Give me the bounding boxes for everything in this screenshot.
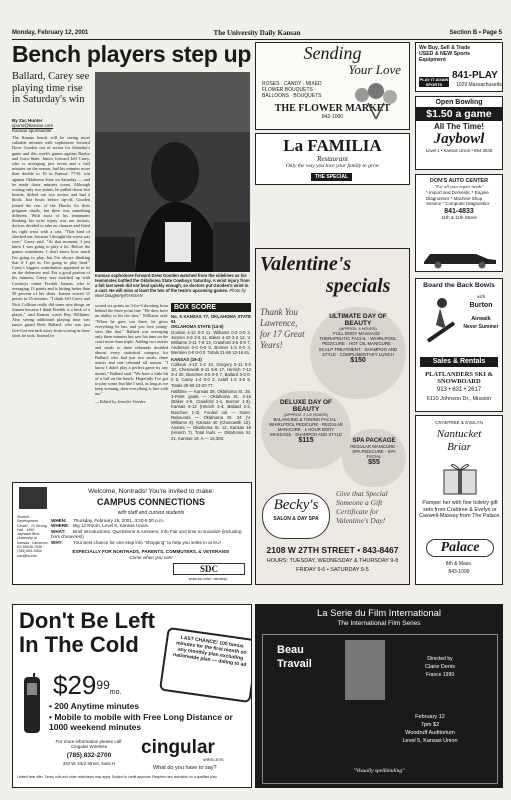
spa-deluxe-price: $115: [298, 437, 314, 444]
film-director: Claire Denis: [425, 664, 455, 670]
cingular-ad: [12, 604, 252, 788]
familia-tagline: Only the way you love your family to grow: [285, 163, 380, 169]
campus-details: [51, 518, 251, 545]
film-name1: Beau: [277, 644, 304, 656]
spa-ultimate-sub: (APPROX. 4 HOURS): [339, 327, 377, 331]
familia-name: La FAMILIA: [283, 136, 382, 155]
box-score: [171, 303, 251, 475]
ski-airwalk: Airwalk: [471, 316, 491, 322]
flower-ad-phone: 842-1000: [321, 113, 344, 120]
cingular-phone: (785) 832-2700: [66, 752, 112, 759]
spa-ultimate-title: ULTIMATE DAY OF BEAUTY: [329, 313, 387, 327]
ski-burton: Burton: [469, 302, 493, 309]
auto-name: DON'S AUTO CENTER: [429, 178, 489, 184]
nantucket-store: Palace: [426, 539, 494, 557]
photo-credit: Photo by Noel Dougherty/KANSAN: [95, 288, 246, 298]
sports-ad-store: PLAY IT AGAIN SPORTS: [419, 77, 449, 87]
cingular-cents: 99: [96, 678, 110, 692]
edited-by: — Edited by Jennifer Voiedes: [95, 398, 146, 404]
campus-logo: SDC: [173, 563, 245, 575]
cingular-brand-sub: WIRELESS: [203, 757, 224, 762]
photo-caption: [95, 273, 250, 301]
sports-ad-line1: We Buy, Sell & Trade USED & NEW Sports Equipment: [419, 45, 471, 63]
spa-thanks: Thank You Lawrence, for 17 Great Years!: [260, 307, 305, 350]
campus-with: with staff and current students: [117, 510, 185, 516]
cingular-more: For more information please call: Cingular Wireless: [55, 739, 123, 750]
auto-address: 11th & 11th Street: [441, 214, 477, 220]
bowling-address: Level 1 • Kansas Union • 864-3545: [425, 148, 493, 153]
cingular-headline2: In The Cold: [19, 632, 139, 657]
campus-why: Your best chance for one-stop info "shopping" to help you settle in at KU!: [73, 539, 221, 545]
auto-sub: "For all your repair needs": [434, 184, 484, 189]
box-score-team1-stats: Gordon 4-12 0-0 11, Williams 0-2 0-0 2, Jonzen 4-9 3-5 11, Baker 4-10 2-2 12, V. Williams 3-11 7-8 13, Crawford 3-6 0-0 7, Anderson 0-0 0-0 0, Bonner 1-3 0-0 3, Wernlen 0-0 0-0 0. Totals 21-55 12-16 61.: [171, 329, 251, 356]
nantucket-address: 8th & Mass.: [445, 561, 473, 567]
headline: Bench players step up: [12, 41, 252, 67]
cingular-bullet2: • Mobile to mobile with Free Long Distance or 1000 weekend minutes: [49, 712, 233, 732]
spa-package: [342, 429, 406, 487]
ski-with: with: [476, 295, 486, 300]
spa-package-price: $55: [368, 459, 380, 466]
sports-ad-phone: 841-PLAY: [452, 70, 498, 81]
player-photo-illustration: [95, 72, 250, 272]
cingular-per: mo.: [109, 689, 122, 696]
ski-address: 6110 Johnson Dr., Mission: [426, 396, 492, 402]
cingular-headline1: Don't Be Left: [19, 608, 155, 633]
film-quote: "Visually spellbinding": [353, 768, 405, 774]
car-icon: [416, 247, 502, 269]
spa-salon-logo: [262, 493, 330, 539]
spa-salon: Becky's: [273, 497, 319, 513]
cingular-slogan: What do you have to say?: [153, 765, 217, 771]
campus-web: www.ku.edu/~develop: [188, 576, 228, 581]
ski-ad: [415, 278, 503, 412]
auto-phone: 841-4833: [444, 207, 474, 215]
byline-email: sports@kansan.com: [12, 123, 54, 129]
header-section: Section B • Page 5: [449, 30, 502, 36]
film-time: 7pm $2: [420, 722, 440, 728]
cingular-fine: Limited time offer. Taxes, tolls and other restrictions may apply. Subject to credit approval. Requires new activation on a qualified plan.: [17, 775, 218, 779]
nantucket-text: Pamper her with fine toiletry gift sets from Crabtree & Evelyn or Caswell-Massey from The Palace.: [419, 500, 501, 519]
spa-package-items: REGULAR MANICURE · SPA PEDICURE · SPA FACIAL: [350, 444, 398, 459]
spa-gift: Give that Special Someone a Gift Certificate for Valentine's Day!: [336, 489, 388, 525]
campus-what: Brief introductions, Quickstone & Answers, Info Fair and time to socialize (including hors d'oeuvres!): [51, 528, 242, 540]
auto-list: * Import and Domestic * Engine Diagnostics * Machine Shop Service * Computer Diagnostics: [426, 190, 490, 206]
la-familia-ad: [255, 133, 410, 185]
header-paper: The University Daily Kansan: [213, 29, 301, 37]
byline-name: By Zac Hunter: [12, 118, 43, 123]
article-body-col2-text: scored six points on 3-for-3 shooting from behind the three-point line. "He does have an ability to hit the shot," Williams said. "When he goes out there, he gives everything he has, and you love young-sters like that." Ballard was averaging only three minutes but saw his time on the court more than triple. Adding two assists and steals to three rebounds doubled almost every statistical category for Ballard, who had just two steals, three assists and one rebound all season. "I know I didn't play a perfect game by any means," Ballard said. "We have a little bit of a lull on the bench. Hopefully I've got to play some, but like I said, as long as we keep winning, then everything is fine with me.": [95, 303, 168, 397]
spa-ultimate-price: $150: [350, 357, 366, 365]
campus-come: Come when you can!: [129, 555, 173, 560]
bowling-ad: [415, 96, 503, 170]
spa-ultimate-items: FULL BODY MASSAGE · THERAPEUTIC FACIAL · WHIRLPOOL PEDICURE · HOT OIL MANICURE · SCALP TREATMENT · SHAMPOO AND STYLE · COMPLIMENTARY LUNCH: [318, 331, 398, 357]
deck: Ballard, Carey see playing time rise in Saturday's win: [12, 71, 90, 105]
ski-phone: 913 • 831 • 2617: [436, 387, 482, 393]
spa-title2: specials: [326, 275, 391, 297]
nantucket-name: Nantucket Briar: [436, 428, 482, 453]
film-subtitle: The International Film Series: [337, 620, 421, 627]
bowling-name: Jaybowl: [433, 131, 485, 147]
people-photo-icon: [19, 487, 47, 509]
cingular-brand: cingular: [141, 737, 215, 758]
ski-title: Board the Back Bowls: [423, 282, 495, 289]
cingular-stamp: LAST CHANCE! 100 bonus minutes for the first month on any monthly plan excluding nationwide plan — dating to ad: [159, 627, 252, 703]
spa-hours1: HOURS: TUESDAY, WEDNESDAY & THURSDAY 9-8: [266, 558, 399, 564]
campus-where: Big 12 Room, Level 6, Kansas Union: [73, 523, 149, 529]
familia-sub: Restaurant: [317, 155, 348, 163]
spa-salon-sub: SALON & DAY SPA: [273, 516, 319, 522]
byline-role: Kansan sportswriter: [12, 128, 52, 134]
campus-why-label: WHY:: [51, 539, 63, 545]
cingular-price: $29: [53, 670, 97, 700]
campus-when-label: WHEN:: [51, 518, 67, 523]
bowling-line1: Open Bowling: [435, 99, 483, 106]
flower-ad-line1: Sending: [303, 43, 362, 63]
bowling-price: $1.50 a game: [416, 107, 502, 121]
film-date: February 12: [415, 714, 445, 720]
header-date: Monday, February 12, 2001: [12, 30, 89, 36]
flower-bouquet-icon: [348, 83, 403, 119]
cingular-address: 333 W. 23rd Street, Suite H: [62, 761, 116, 766]
campus-where-label: WHERE:: [51, 523, 70, 529]
campus-welcome: Welcome, Nontrads! You're invited to make:: [88, 488, 214, 495]
campus-connections-ad: [12, 482, 252, 585]
nantucket-top: CRABTREE & EVELYN: [435, 420, 483, 425]
film-still-photo: [345, 640, 385, 700]
sports-ad: [415, 42, 503, 92]
campus-especially: ESPECIALLY FOR NONTRADS, PARENTS, COMMUTERS, & VETERANS!: [72, 549, 230, 554]
bowling-line3: All The Time!: [433, 122, 485, 131]
ski-never: Never Summer: [463, 324, 499, 330]
ski-shop: PLATLANDERS SKI & SNOWBOARD: [425, 371, 493, 385]
cell-phone-icon: [21, 673, 43, 735]
film-name2: Travail: [277, 658, 312, 670]
article-body-col2: [95, 303, 168, 475]
box-score-team2: KANSAS (19-3): [171, 356, 202, 362]
film-year: France 1999: [425, 672, 455, 678]
article-body-col1: The Kansas bench will be seeing more valuable minutes with sophomore forward Drew Gooden out of action for Saturday's game and this week's games against Baylor and Iowa State. Junior forward Jeff Carey, who is averaging just seven and a half minutes on the season, had his minutes more than double to 16 in Kansas' 77-61 win against Oklahoma State on Saturday — and he made those minutes count. Although scoring only two points, he pulled down five boards, dished out two assists and had a block. Just hours before tip-off, Gooden joined the rest of the Hawks for their pregame rituals, but there was something different. With most of his teammates thinking his wrist injury was not serious, doctors decided to take no chances and fitted his right wrist with a cast. "That kind of shocked me, because I thought the worst was over," Carey said. "At that moment, I just knew I was going to play a lot. Before the games sometimes, I don't know how much I'm going to play, but I'm always thinking that if I get in, I'm going to play hard." Carey's biggest contribution appeared to be on the defensive end. For a good portion of his minutes, Carey was matched up with Cowboys center Fredrik Jonzen, who is averaging 13 points and is hitting better than 50 percent of his shots. Jonzen scored 11 points in 35 minutes. "I think Jeff Carey and Nick Collison really did some nice things on Jonzen because I think Fredrik is a heck of a player," said Kansas coach Roy Williams. Also seeing additional playing time was junior guard Brett Ballard, who was just five-foot-ten inch away from scoring in three shots he took. Instead he: [12, 135, 90, 338]
snowboarder-icon: [420, 293, 460, 348]
film-venue: Woodruff Auditorium: [405, 730, 455, 736]
flower-ad-items: ROSES · CANDY · MIXED FLOWER BOUQUETS · BALLOONS · BOUQUETS: [262, 81, 322, 100]
flower-ad-shop: THE FLOWER MARKET: [274, 102, 391, 114]
spa-deluxe: [261, 391, 351, 469]
cingular-bullet1: • 200 Anytime minutes: [49, 701, 140, 711]
sports-ad-address: 1029 Massachusetts: [456, 82, 502, 88]
nantucket-phone: 843-1099: [448, 569, 470, 575]
spa-deluxe-sub: (APPROX. 2 1/2 HOURS): [284, 413, 328, 417]
campus-what-label: WHAT:: [51, 528, 66, 534]
campus-title: CAMPUS CONNECTIONS: [96, 497, 205, 507]
spa-hours2: FRIDAY 9-6 • SATURDAY 9-5: [296, 567, 369, 573]
film-venue2: Level 5, Kansas Union: [402, 738, 458, 744]
ski-sales: Sales & Rentals: [420, 357, 498, 367]
byline: [12, 118, 92, 134]
nantucket-ad: [415, 415, 503, 585]
film-series-ad: [255, 604, 503, 788]
box-score-notes: Halftime — Kansas 39, Oklahoma St. 25. 3-Point goals — Oklahoma St. 4-16 (Baker 2-6, Crawford 1-1, Bonner 1-3), Kansas 6-12 (Hinrich 3-4, Ballard 2-2, Boschee 1-3). Fouled out — None. Rebounds — Oklahoma St. 34 (V. Williams 9), Kansas 40 (Chenowith 12). Assists — Oklahoma St. 12, Kansas 19 (Hinrich 7). Total fouls — Oklahoma St. 21, Kansas 19. A — 16,300.: [171, 388, 251, 441]
box-score-team2-stats: Collison 4-10 2-2 10, Gregory 5-11 0-0 10, Chenowith 5-11 5-8 17, Hinrich 7-12 3-4 20, Boschee 3-5 0-0 7, Ballard 3-3 0-0 6, Carey 1-4 0-0 2, Axtell 1-3 3-5 5. Totals 29-59 13-20 77.: [171, 361, 251, 388]
campus-when: Thursday, February 15, 2001, 3:30-5:00 p.m.: [73, 518, 165, 523]
familia-special: THE SPECIAL: [311, 173, 352, 181]
gift-box-icon: [440, 460, 480, 496]
film-directed: Directed by: [427, 656, 453, 662]
campus-contact: Student Development Center · 22 Strong Hall · 1450 Jayhawk Blvd. · University of Kansas · Lawrence, KS 66045-7535 · (785) 864-4064 · sdc@ku.edu: [17, 515, 49, 558]
photo-caption-text: Kansas sophomore forward Drew Gooden watched from the sidelines as his teammates battled the Oklahoma State Cowboys Saturday. A wrist injury from a fall last week did not heal quickly enough, so doctors put Gooden's wrist in a cast. He will miss at least the two of the team's upcoming games.: [95, 273, 250, 293]
spa-address: 2108 W 27TH STREET • 843-8467: [266, 545, 399, 555]
article-photo: [95, 72, 250, 272]
spa-deluxe-items: BALANCING & TONING FACIAL · WHIRLPOOL PEDICURE · REGULAR MANICURE · 1 HOUR BODY MASSAGE · SHAMPOO AND STYLE: [269, 417, 343, 437]
flower-market-ad: [255, 42, 410, 130]
box-score-title: BOX SCORE: [171, 303, 251, 312]
spa-title1: Valentine's: [260, 253, 352, 275]
box-score-line1: No. 5 KANSAS 77, OKLAHOMA STATE 61: [171, 314, 251, 325]
box-score-team1: OKLAHOMA STATE (14-6): [171, 324, 224, 330]
page-header: [12, 29, 502, 38]
flower-ad-line2: Your Love: [348, 62, 401, 77]
spa-ad: [255, 248, 410, 585]
spa-deluxe-title: DELUXE DAY OF BEAUTY: [279, 399, 332, 413]
spa-ultimate: [310, 307, 406, 399]
film-title: La Serie du Film International: [316, 608, 442, 619]
auto-ad: [415, 174, 503, 272]
spa-package-title: SPA PACKAGE: [352, 438, 396, 444]
